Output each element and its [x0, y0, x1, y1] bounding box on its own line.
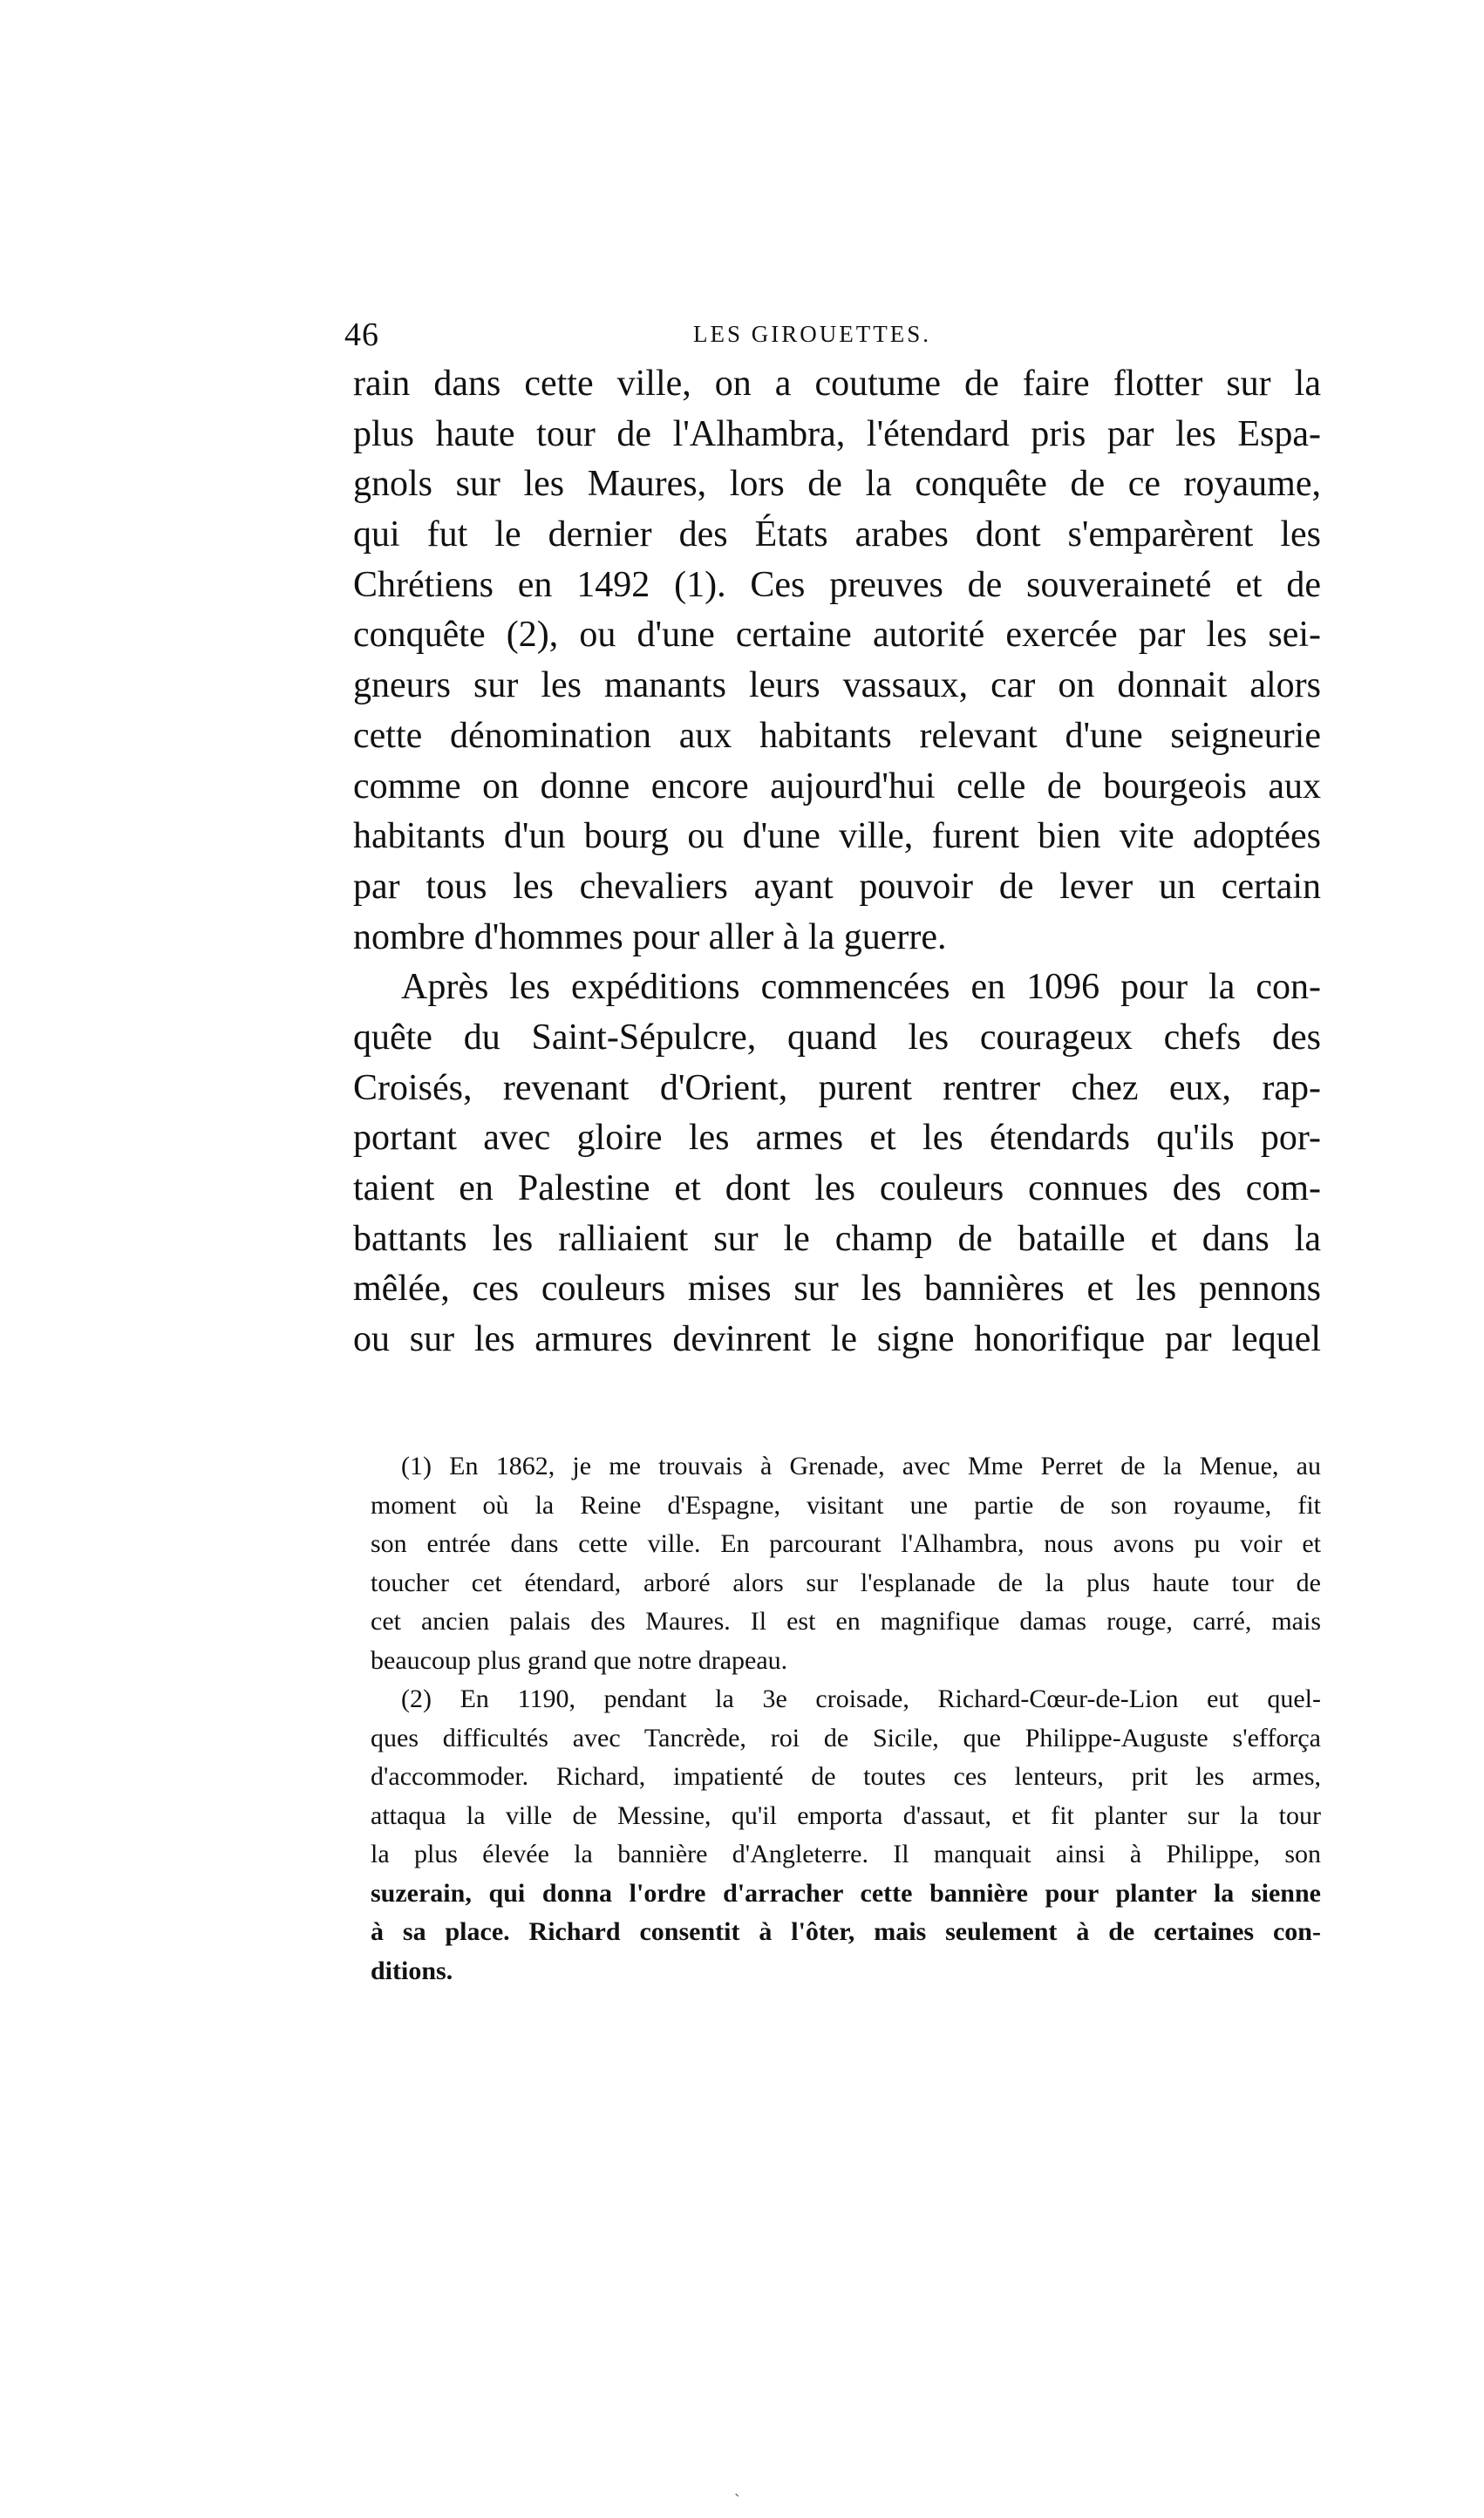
- scan-speck: ˏ: [734, 2478, 740, 2497]
- running-head: [344, 316, 1343, 359]
- footnote-line: cet ancien palais des Maures. Il est en magnifique damas rouge, carré, mais: [371, 1607, 1321, 1636]
- footnote-line: la plus élevée la bannière d'Angleterre. Il manquait ainsi à Philippe, son: [371, 1840, 1321, 1868]
- footnote-line: suzerain, qui donna l'ordre d'arracher cette bannière pour planter la sienne: [371, 1878, 1321, 1908]
- footnote-line: ques difficultés avec Tancrède, roi de Sicile, que Philippe-Auguste s'efforça: [371, 1723, 1321, 1752]
- body-line: comme on donne encore aujourd'hui celle de bourgeois aux: [353, 766, 1321, 806]
- body-line: qui fut le dernier des États arabes dont s'emparèrent les: [353, 514, 1321, 555]
- footnote-line: (2) En 1190, pendant la 3e croisade, Richard-Cœur-de-Lion eut quel-: [401, 1684, 1321, 1713]
- footnote-line: beaucoup plus grand que notre drapeau.: [371, 1645, 788, 1675]
- footnote-line: moment où la Reine d'Espagne, visitant une partie de son royaume, fit: [371, 1490, 1321, 1520]
- running-title: LES GIROUETTES.: [693, 321, 931, 347]
- body-line: quête du Saint-Sépulcre, quand les courageux chefs des: [353, 1017, 1321, 1058]
- body-line: plus haute tour de l'Alhambra, l'étendard pris par les Espa-: [353, 413, 1321, 454]
- body-line: rain dans cette ville, on a coutume de faire flotter sur la: [353, 364, 1321, 404]
- body-line: Après les expéditions commencées en 1096 pour la con-: [401, 967, 1321, 1008]
- body-line: taient en Palestine et dont les couleurs connues des com-: [353, 1168, 1321, 1208]
- footnote-line: (1) En 1862, je me trouvais à Grenade, avec Mme Perret de la Menue, au: [401, 1452, 1321, 1480]
- body-line: Croisés, revenant d'Orient, purent rentrer chez eux, rap-: [353, 1067, 1321, 1108]
- body-line: gnols sur les Maures, lors de la conquête de ce royaume,: [353, 464, 1321, 505]
- footnote-line: à sa place. Richard consentit à l'ôter, mais seulement à de certaines con-: [371, 1917, 1321, 1946]
- page-number: 46: [344, 316, 379, 353]
- footnote-line: ditions.: [371, 1956, 453, 1985]
- body-line: nombre d'hommes pour aller à la guerre.: [353, 916, 947, 957]
- footnote-line: toucher cet étendard, arboré alors sur l'esplanade de la plus haute tour de: [371, 1568, 1321, 1597]
- footnote-line: son entrée dans cette ville. En parcourant l'Alhambra, nous avons pu voir et: [371, 1529, 1321, 1558]
- body-line: mêlée, ces couleurs mises sur les bannières et les pennons: [353, 1269, 1321, 1310]
- body-line: portant avec gloire les armes et les étendards qu'ils por-: [353, 1118, 1321, 1159]
- body-line: habitants d'un bourg ou d'une ville, furent bien vite adoptées: [353, 816, 1321, 857]
- body-line: par tous les chevaliers ayant pouvoir de lever un certain: [353, 866, 1321, 907]
- body-line: Chrétiens en 1492 (1). Ces preuves de souveraineté et de: [353, 564, 1321, 605]
- body-line: battants les ralliaient sur le champ de bataille et dans la: [353, 1218, 1321, 1259]
- footnote-line: attaqua la ville de Messine, qu'il emporta d'assaut, et fit planter sur la tour: [371, 1800, 1321, 1830]
- body-line: gneurs sur les manants leurs vassaux, car on donnait alors: [353, 665, 1321, 706]
- footnotes: [371, 1447, 1321, 1991]
- main-text: [353, 359, 1321, 1365]
- body-line: conquête (2), ou d'une certaine autorité exercée par les sei-: [353, 615, 1321, 656]
- body-line: ou sur les armures devinrent le signe honorifique par lequel: [353, 1319, 1321, 1360]
- footnote-line: d'accommoder. Richard, impatienté de toutes ces lenteurs, prit les armes,: [371, 1762, 1321, 1791]
- body-line: cette dénomination aux habitants relevant d'une seigneurie: [353, 715, 1321, 756]
